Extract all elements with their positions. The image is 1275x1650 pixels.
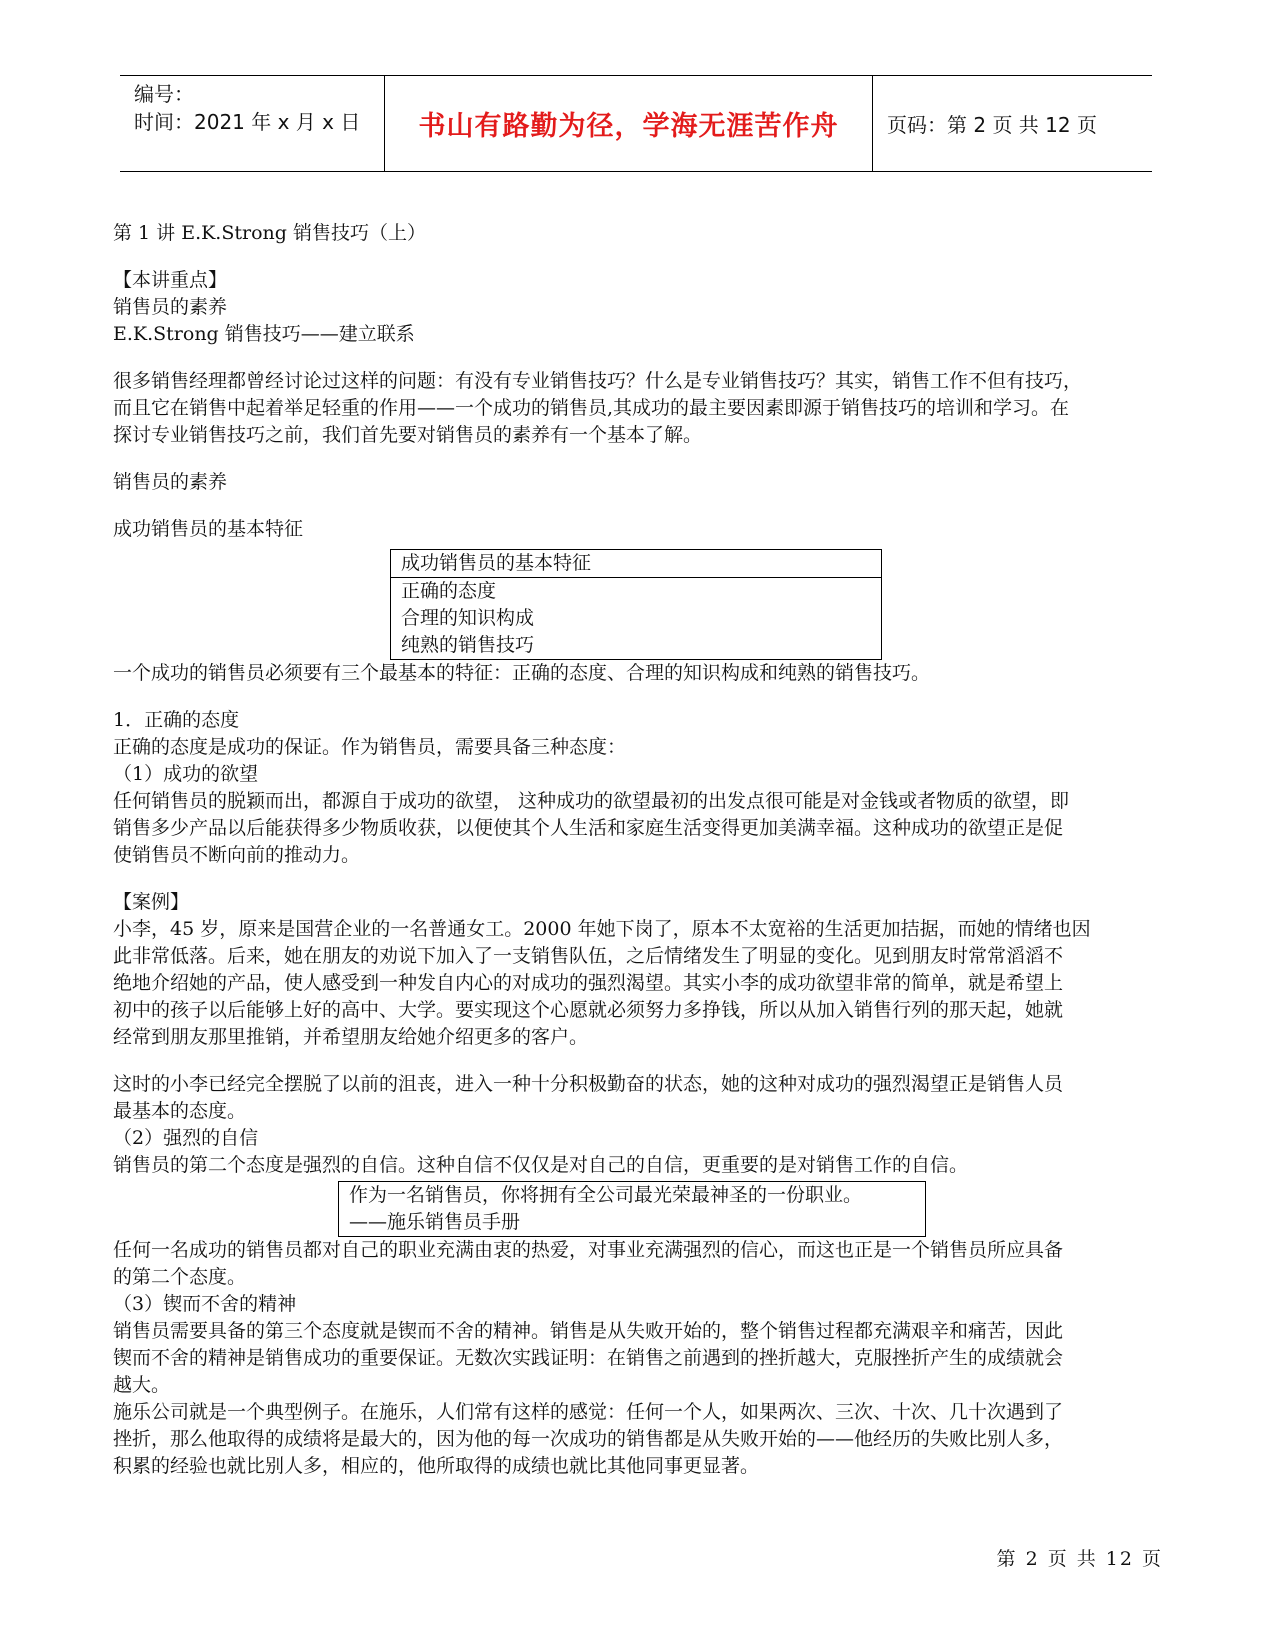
quote-source: ——施乐销售员手册 (349, 1211, 521, 1233)
attitude1-title: （1）成功的欲望 (113, 763, 259, 785)
case-line: 小李，45 岁，原来是国营企业的一名普通女工。2000 年她下岗了，原本不太宽裕的生活更加拮据，而她的情绪也因 (113, 918, 1091, 940)
header-page-label: 页码：第 2 页 共 12 页 (887, 113, 1097, 137)
header-motto: 书山有路勤为径，学海无涯苦作舟 (385, 76, 873, 171)
header-time: 时间：2021 年 x 月 x 日 (134, 110, 361, 134)
xerox-line: 积累的经验也就比别人多，相应的，他所取得的成绩也就比其他同事更显著。 (113, 1455, 760, 1477)
document-body (113, 220, 1175, 1480)
case-line: 初中的孩子以后能够上好的高中、大学。要实现这个心愿就必须努力多挣钱，所以从加入销售行列的那天起，她就 (113, 999, 1064, 1021)
attitude3-title: （3）锲而不舍的精神 (113, 1293, 297, 1315)
section-title: 销售员的素养 (113, 471, 228, 493)
case-conclusion-line: 这时的小李已经完全摆脱了以前的沮丧，进入一种十分积极勤奋的状态，她的这种对成功的强烈渴望正是销售人员 (113, 1073, 1064, 1095)
attitude1-line: 使销售员不断向前的推动力。 (113, 844, 361, 866)
attitude2-line: 任何一名成功的销售员都对自己的职业充满由衷的热爱，对事业充满强烈的信心，而这也正是一个销售员所应具备 (113, 1239, 1064, 1261)
traits-box-item: 合理的知识构成 (401, 607, 535, 629)
document-header (120, 75, 1152, 172)
point1-title: 1．正确的态度 (113, 709, 240, 731)
intro-line: 而且它在销售中起着举足轻重的作用——一个成功的销售员,其成功的最主要因素即源于销售技巧的培训和学习。在 (113, 397, 1070, 419)
case-heading: 【案例】 (113, 891, 190, 913)
page-footer: 第 2 页 共 12 页 (996, 1548, 1163, 1570)
attitude3-line: 销售员需要具备的第三个态度就是锲而不舍的精神。销售是从失败开始的，整个销售过程都充满艰辛和痛苦，因此 (113, 1320, 1064, 1342)
attitude2-intro: 销售员的第二个态度是强烈的自信。这种自信不仅仅是对自己的自信，更重要的是对销售工作的自信。 (113, 1154, 969, 1176)
header-meta (120, 76, 385, 171)
quote-box (338, 1181, 926, 1237)
attitude1-line: 销售多少产品以后能获得多少物质收获，以便使其个人生活和家庭生活变得更加美满幸福。这种成功的欲望正是促 (113, 817, 1064, 839)
quote-line: 作为一名销售员，你将拥有全公司最光荣最神圣的一份职业。 (349, 1184, 863, 1206)
case-line: 经常到朋友那里推销，并希望朋友给她介绍更多的客户。 (113, 1026, 589, 1048)
xerox-line: 施乐公司就是一个典型例子。在施乐，人们常有这样的感觉：任何一个人，如果两次、三次、十次、几十次遇到了 (113, 1401, 1064, 1423)
case-line: 绝地介绍她的产品，使人感受到一种发自内心的对成功的强烈渴望。其实小李的成功欲望非常的简单，就是希望上 (113, 972, 1064, 994)
traits-box-item: 正确的态度 (401, 580, 497, 602)
key-point: E.K.Strong 销售技巧——建立联系 (113, 323, 415, 345)
traits-box (390, 549, 882, 660)
traits-box-item: 纯熟的销售技巧 (401, 634, 535, 656)
header-number: 编号： (134, 82, 194, 106)
subsection-title: 成功销售员的基本特征 (113, 518, 304, 540)
summary-line: 一个成功的销售员必须要有三个最基本的特征：正确的态度、合理的知识构成和纯熟的销售技巧。 (113, 662, 931, 684)
case-line: 此非常低落。后来，她在朋友的劝说下加入了一支销售队伍，之后情绪发生了明显的变化。见到朋友时常常滔滔不 (113, 945, 1064, 967)
attitude2-line: 的第二个态度。 (113, 1266, 247, 1288)
key-points-heading: 【本讲重点】 (113, 269, 228, 291)
attitude3-line: 越大。 (113, 1374, 171, 1396)
intro-line: 很多销售经理都曾经讨论过这样的问题：有没有专业销售技巧？什么是专业销售技巧？其实，销售工作不但有技巧， (113, 370, 1083, 392)
intro-line: 探讨专业销售技巧之前，我们首先要对销售员的素养有一个基本了解。 (113, 424, 703, 446)
case-conclusion-line: 最基本的态度。 (113, 1100, 247, 1122)
lecture-title: 第 1 讲 E.K.Strong 销售技巧（上） (113, 222, 426, 244)
point1-intro: 正确的态度是成功的保证。作为销售员，需要具备三种态度： (113, 736, 627, 758)
key-point: 销售员的素养 (113, 296, 228, 318)
attitude2-title: （2）强烈的自信 (113, 1127, 259, 1149)
attitude1-line: 任何销售员的脱颖而出，都源自于成功的欲望， 这种成功的欲望最初的出发点很可能是对金钱或者物质的欲望，即 (113, 790, 1070, 812)
attitude3-line: 锲而不舍的精神是销售成功的重要保证。无数次实践证明：在销售之前遇到的挫折越大，克服挫折产生的成绩就会 (113, 1347, 1064, 1369)
xerox-line: 挫折，那么他取得的成绩将是最大的，因为他的每一次成功的销售都是从失败开始的——他经历的失败比别人多， (113, 1428, 1064, 1450)
traits-box-header: 成功销售员的基本特征 (391, 550, 881, 578)
